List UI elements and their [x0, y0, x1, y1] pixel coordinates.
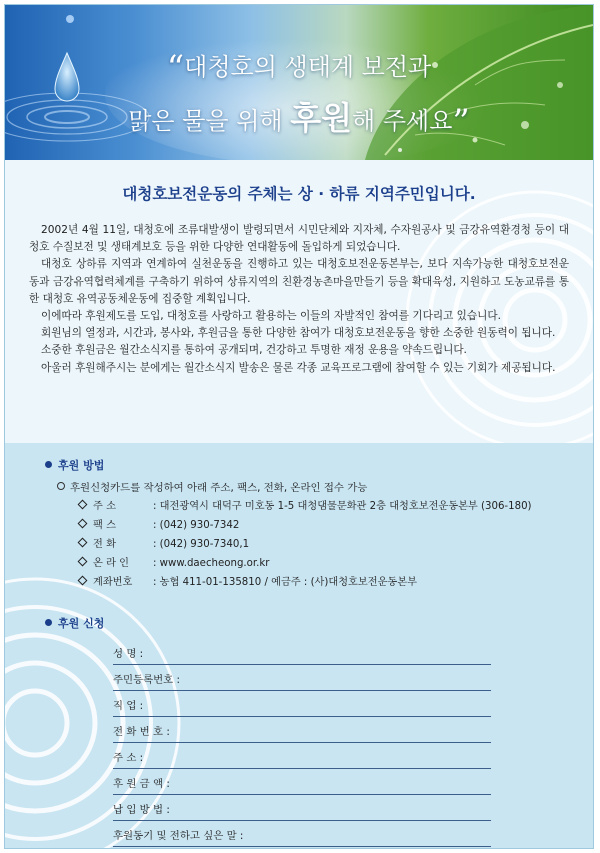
form-field-resident-number[interactable]: 주민등록번호 : [113, 665, 491, 691]
banner [5, 5, 593, 160]
diamond-bullet-icon [78, 538, 88, 548]
intro-paragraph: 이에따라 후원제도를 도입, 대청호를 사랑하고 활용하는 이들의 자발적인 참여를 기다리고 있습니다. [41, 310, 501, 323]
method-item-label: 전 화 [93, 539, 116, 550]
method-item-online [77, 554, 532, 573]
method-item-label: 팩 스 [93, 520, 116, 531]
form-field-name[interactable]: 성 명 : [113, 639, 491, 665]
form-field-phone[interactable]: 전 화 번 호 : [113, 717, 491, 743]
intro-section [5, 160, 593, 443]
bullet-dot-icon [45, 619, 52, 626]
application-form [113, 639, 491, 847]
method-list [77, 497, 532, 592]
method-title-text: 후원 방법 [58, 459, 105, 472]
intro-paragraph: 2002년 4월 11일, 대청호에 조류대발생이 발령되면서 시민단체와 지자체, 수자원공사 및 금강유역환경청 등이 대청호 수질보전 및 생태계보호 등을 위한 다양한 연대활동에 돌입하게 되었습니다. [29, 224, 569, 254]
method-item-address [77, 497, 532, 516]
method-item-account [77, 573, 532, 592]
form-field-message[interactable]: 후원동기 및 전하고 싶은 말 : [113, 821, 491, 847]
diamond-bullet-icon [78, 500, 88, 510]
method-item-value: : 농협 411-01-135810 / 예금주 : (사)대청호보전운동본부 [153, 577, 417, 588]
method-title [45, 457, 104, 473]
banner-line-2-before: 맑은 물을 위해 [128, 107, 291, 135]
leaflet-frame [4, 4, 594, 849]
circle-bullet-icon [57, 482, 65, 490]
close-quote-mark: ” [452, 102, 470, 142]
form-field-amount[interactable]: 후 원 금 액 : [113, 769, 491, 795]
banner-line-2-after: 해 주세요 [352, 107, 453, 135]
method-item-fax [77, 516, 532, 535]
diamond-bullet-icon [78, 519, 88, 529]
method-item-value: : (042) 930-7340,1 [153, 539, 250, 550]
method-item-value: : (042) 930-7342 [153, 520, 240, 531]
intro-paragraph: 대청호 상하류 지역과 연계하여 실천운동을 진행하고 있는 대청호보전운동본부는, 보다 지속가능한 대청호보전운동과 금강유역협력체계를 구축하기 위하여 상류지역의 친환경농촌마을만들기 등을 확대육성, 지원하고 도농교류를 통한 대청호 유역공동체운동에 집중할 계획입니다. [29, 258, 569, 305]
intro-paragraph: 아울러 후원해주시는 분에게는 월간소식지 발송은 물론 각종 교육프로그램에 참여할 수 있는 기회가 제공됩니다. [41, 361, 556, 374]
open-quote-mark: “ [166, 48, 185, 88]
intro-paragraph: 소중한 후원금은 월간소식지를 통하여 공개되며, 건강하고 투명한 재정 운용을 약속드립니다. [41, 344, 467, 357]
intro-paragraph: 회원님의 열정과, 시간과, 봉사와, 후원금을 통한 다양한 참여가 대청호보전운동을 향한 소중한 원동력이 됩니다. [41, 327, 556, 340]
banner-line-2-emphasis: 후원 [290, 99, 353, 137]
falling-drop [66, 15, 74, 23]
form-field-occupation[interactable]: 직 업 : [113, 691, 491, 717]
method-intro [57, 479, 367, 494]
diamond-bullet-icon [78, 557, 88, 567]
method-intro-text: 후원신청카드를 작성하여 아래 주소, 팩스, 전화, 온라인 접수 가능 [70, 482, 368, 494]
method-item-value: : www.daecheong.or.kr [153, 558, 270, 569]
method-item-phone [77, 535, 532, 554]
method-item-label: 계좌번호 [93, 577, 133, 588]
form-field-payment-method[interactable]: 납 입 방 법 : [113, 795, 491, 821]
intro-body [29, 222, 569, 377]
bullet-dot-icon [45, 461, 52, 468]
diamond-bullet-icon [78, 576, 88, 586]
method-item-value: : 대전광역시 대덕구 미호동 1-5 대청댐물문화관 2층 대청호보전운동본부 (306-180) [153, 501, 532, 512]
application-title [45, 615, 104, 631]
method-item-label: 온 라 인 [93, 558, 129, 569]
application-title-text: 후원 신청 [58, 617, 105, 630]
intro-headline: 대청호보전운동의 주체는 상 · 하류 지역주민입니다. [122, 185, 476, 203]
method-item-label: 주 소 [93, 501, 116, 512]
banner-quote-line-2 [5, 93, 593, 142]
support-section [5, 443, 593, 849]
form-field-address[interactable]: 주 소 : [113, 743, 491, 769]
banner-line-1-text: 대청호의 생태계 보전과 [184, 53, 432, 81]
banner-quote-line-1 [5, 47, 593, 88]
